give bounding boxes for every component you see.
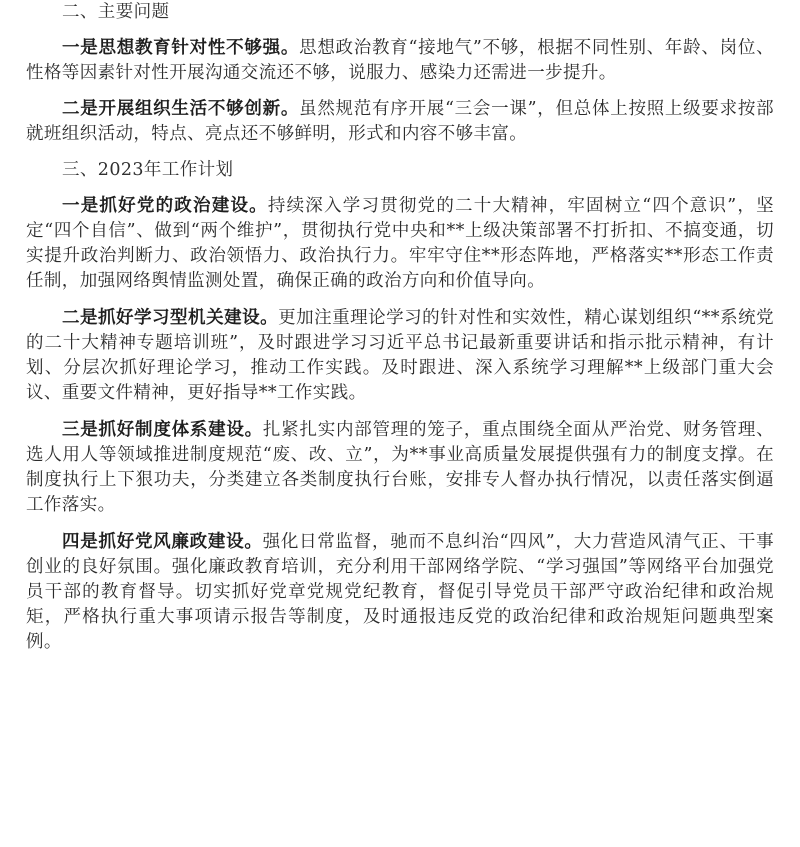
section-heading-plan: 三、2023年工作计划 [62,160,234,180]
paragraph-lead: 二是抓好学习型机关建设。 [62,308,279,328]
paragraph-plan-1 [26,194,774,294]
paragraph-problem-1 [26,36,774,86]
paragraph-lead: 一是抓好党的政治建设。 [62,196,268,216]
paragraph-body: 虽然规范有序开展“三会一课”，但总体上按照上级要求按部就班组织活动，特点、亮点还不够鲜明，形式和内容不够丰富。 [26,99,774,144]
paragraph-lead: 四是抓好党风廉政建设。 [62,532,263,552]
paragraph-problem-2 [26,97,774,147]
paragraph-body: 思想政治教育“接地气”不够，根据不同性别、年龄、岗位、性格等因素针对性开展沟通交流还不够，说服力、感染力还需进一步提升。 [26,38,774,83]
paragraph-plan-4 [26,530,774,655]
paragraph-lead: 三是抓好制度体系建设。 [62,420,263,440]
paragraph-body: 持续深入学习贯彻党的二十大精神，牢固树立“四个意识”，坚定“四个自信”、做到“两个维护”，贯彻执行党中央和**上级决策部署不打折扣、不搞变通，切实提升政治判断力、政治领悟力、政治执行力。牢牢守住**形态阵地，严格落实**形态工作责任制，加强网络舆情监测处置，确保正确的政治方向和价值导向。 [26,196,774,291]
paragraph-plan-2 [26,306,774,406]
paragraph-body: 扎紧扎实内部管理的笼子，重点围绕全面从严治党、财务管理、选人用人等领域推进制度规范“废、改、立”，为**事业高质量发展提供强有力的制度支撑。在制度执行上下狠功夫，分类建立各类制度执行台账，安排专人督办执行情况，以责任落实倒逼工作落实。 [26,420,774,515]
paragraph-plan-3 [26,418,774,518]
paragraph-lead: 一是思想教育针对性不够强。 [62,38,300,58]
paragraph-body: 强化日常监督，驰而不息纠治“四风”，大力营造风清气正、干事创业的良好氛围。强化廉政教育培训，充分利用干部网络学院、“学习强国”等网络平台加强党员干部的教育督导。切实抓好党章党规党纪教育，督促引导党员干部严守政治纪律和政治规矩，严格执行重大事项请示报告等制度，及时通报违反党的政治纪律和政治规矩问题典型案例。 [26,532,774,652]
paragraph-body: 更加注重理论学习的针对性和实效性，精心谋划组织“**系统党的二十大精神专题培训班”，及时跟进学习习近平总书记最新重要讲话和指示批示精神，有计划、分层次抓好理论学习，推动工作实践。及时跟进、深入系统学习理解**上级部门重大会议、重要文件精神，更好指导**工作实践。 [26,308,774,403]
paragraph-lead: 二是开展组织生活不够创新。 [62,99,300,119]
section-heading-problems: 二、主要问题 [62,2,170,22]
document-body [26,0,774,655]
